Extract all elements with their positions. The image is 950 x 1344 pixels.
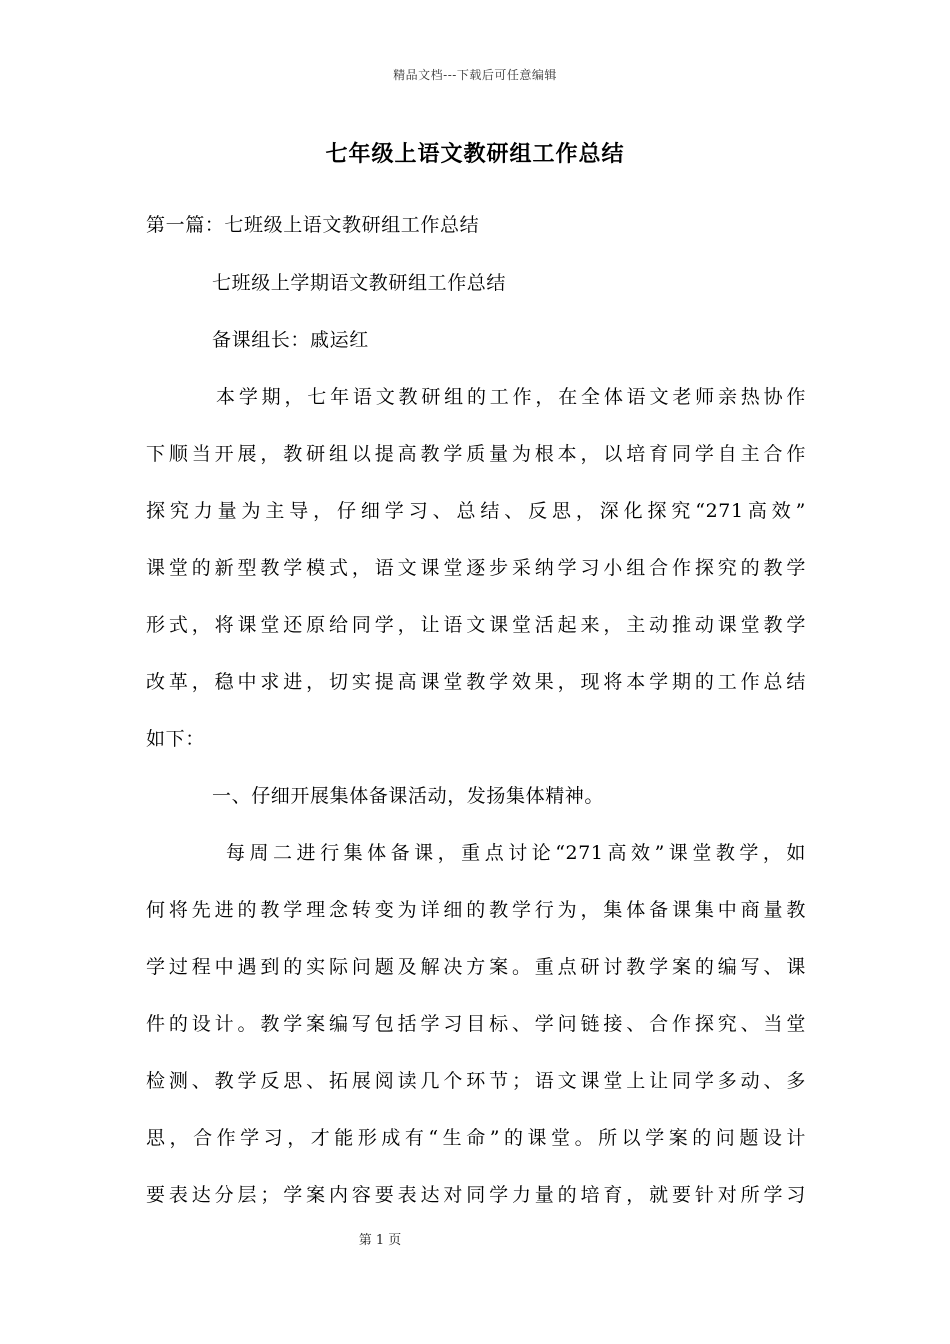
paragraph-line: 课堂的新型教学模式，语文课堂逐步采纳学习小组合作探究的教学 [146,557,806,579]
subtitle-line: 七班级上学期语文教研组工作总结 [212,272,507,294]
paragraph-line: 改革，稳中求进，切实提高课堂教学效果，现将本学期的工作总结 [146,671,806,693]
paragraph-line: 件的设计。教学案编写包括学习目标、学问链接、合作探究、当堂 [146,1013,806,1035]
paragraph-line: 要表达分层；学案内容要表达对同学力量的培育，就要针对所学习 [146,1184,806,1206]
paragraph-line: 本学期，七年语文教研组的工作，在全体语文老师亲热协作 [216,386,806,408]
paragraph-line: 如下： [146,728,205,750]
section-heading: 一、仔细开展集体备课活动，发扬集体精神。 [212,785,605,807]
paragraph-line: 检测、教学反思、拓展阅读几个环节；语文课堂上让同学多动、多 [146,1070,806,1092]
header-note: 精品文档---下载后可任意编辑 [393,68,557,82]
paragraph-line: 探究力量为主导，仔细学习、总结、反思，深化探究“271高效” [146,500,806,522]
paragraph-line: 形式，将课堂还原给同学，让语文课堂活起来，主动推动课堂教学 [146,614,806,636]
paragraph-line: 下顺当开展，教研组以提高教学质量为根本，以培育同学自主合作 [146,443,806,465]
page-number: 第 1 页 [358,1233,402,1248]
section-heading: 第一篇：七班级上语文教研组工作总结 [146,214,480,236]
paragraph-line: 何将先进的教学理念转变为详细的教学行为，集体备课集中商量教 [146,899,806,921]
paragraph-line: 思，合作学习，才能形成有“生命”的课堂。所以学案的问题设计 [146,1127,806,1149]
paragraph-line: 学过程中遇到的实际问题及解决方案。重点研讨教学案的编写、课 [146,956,806,978]
author-line: 备课组长：戚运红 [212,329,369,351]
paragraph-line: 每周二进行集体备课，重点讨论“271高效”课堂教学，如 [226,842,806,864]
document-title: 七年级上语文教研组工作总结 [325,141,625,167]
